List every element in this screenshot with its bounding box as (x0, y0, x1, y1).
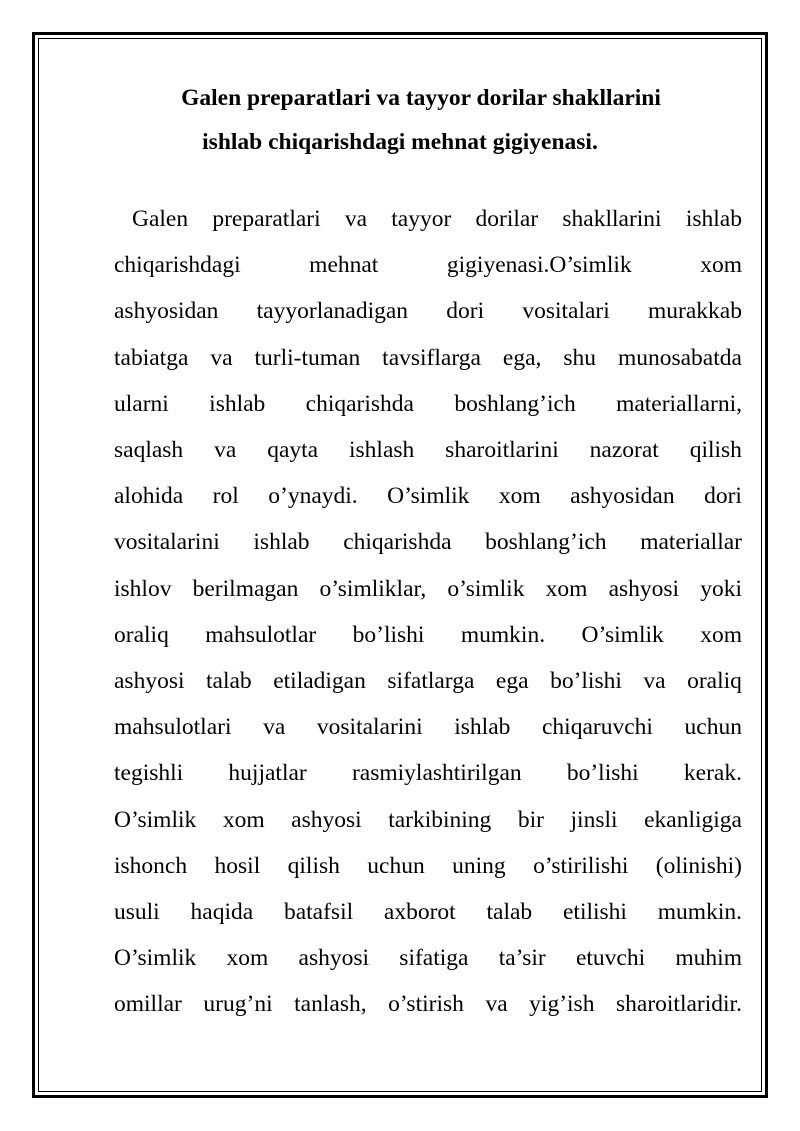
word: sifatiga (399, 945, 469, 972)
word: chiqarishda (343, 529, 452, 556)
word: Galen (132, 206, 189, 232)
word: etiladigan (273, 668, 366, 695)
word: usuli (114, 899, 160, 926)
word: yoki (700, 575, 742, 602)
word: uning (452, 852, 506, 879)
word: bo’lishi (566, 760, 639, 787)
word: ishlab (685, 206, 742, 232)
word: va (344, 206, 368, 232)
word: materiallar (640, 529, 742, 556)
word: ega (495, 668, 529, 695)
word: uchun (367, 852, 425, 879)
word: o’simlik (447, 575, 525, 602)
word: ishlab (454, 714, 511, 741)
word: mahsulotlar (205, 621, 317, 648)
word: talab (486, 899, 533, 926)
word: dori (446, 298, 485, 325)
word: etilishi (562, 899, 627, 926)
word: saqlash (114, 437, 184, 464)
paragraph-line (114, 519, 742, 565)
word: o’ynaydi. (268, 483, 358, 510)
word: mumkin. (657, 899, 742, 926)
word: murakkab (648, 298, 742, 325)
word: mehnat (309, 252, 379, 279)
word: ashyosi (608, 575, 680, 602)
word: oraliq (114, 621, 169, 648)
word: O’simlik (114, 806, 197, 833)
word: vositalari (522, 298, 610, 325)
word: xom (222, 806, 265, 833)
word: ekanligiga (644, 806, 742, 833)
word: O’simlik (581, 621, 664, 648)
word: hosil (214, 852, 261, 879)
word: xom (700, 621, 742, 648)
word: materiallarni, (616, 390, 742, 417)
word: sharoitlaridir. (616, 991, 742, 1018)
word: muhim (675, 945, 742, 972)
word: oraliq (687, 668, 742, 695)
paragraph-line (114, 704, 742, 750)
word: O’simlik (387, 483, 470, 510)
word: yig’ish (529, 991, 595, 1018)
word: ega, (502, 344, 542, 371)
word: ashyosi (114, 668, 185, 695)
word: hujjatlar (228, 760, 307, 787)
word: gigiyenasi.O’simlik (446, 252, 632, 279)
word: bir (517, 806, 544, 833)
word: axborot (383, 899, 456, 926)
word: shu (563, 344, 596, 371)
paragraph-line (114, 843, 742, 889)
document-title (58, 76, 742, 164)
paragraph-line (114, 242, 742, 288)
word: o’simliklar, (319, 575, 427, 602)
word: bo’lishi (352, 621, 425, 648)
paragraph-line (114, 981, 742, 1027)
word: ishlab (209, 390, 266, 417)
paragraph-line (114, 935, 742, 981)
word: (olinishi) (655, 852, 742, 879)
word: omillar (114, 991, 182, 1018)
word: jinsli (570, 806, 618, 833)
title-line-1: Galen preparatlari va tayyor dorilar shakllarini (181, 85, 661, 111)
word: qayta (267, 437, 319, 464)
paragraph-line (114, 612, 742, 658)
word: munosabatda (617, 344, 742, 371)
word: chiqarishda (305, 390, 414, 417)
word: vositalarini (316, 714, 423, 741)
document-body (114, 196, 742, 1028)
word: ishlov (114, 575, 172, 602)
paragraph-line (114, 889, 742, 935)
word: boshlang’ich (454, 390, 576, 417)
word: talab (206, 668, 252, 695)
word: tabiatga (114, 344, 189, 371)
paragraph-line (114, 750, 742, 796)
word: urug’ni (203, 991, 273, 1018)
paragraph-line (114, 566, 742, 612)
word: mumkin. (460, 621, 546, 648)
word: batafsil (283, 899, 354, 926)
word: dorilar (475, 206, 539, 232)
word: kerak. (683, 760, 742, 787)
word: dori (704, 483, 742, 510)
word: ishlab (253, 529, 310, 556)
paragraph-line (114, 381, 742, 427)
word: va (210, 344, 233, 371)
word: nazorat (589, 437, 659, 464)
word: ishonch (114, 852, 188, 879)
word: chiqaruvchi (541, 714, 653, 741)
word: rol (212, 483, 239, 510)
word: tanlash, (294, 991, 367, 1018)
word: uchun (684, 714, 742, 741)
word: o’stirilishi (533, 852, 629, 879)
word: ashyosidan (114, 298, 219, 325)
word: rasmiylashtirilgan (351, 760, 522, 787)
word: ularni (114, 390, 169, 417)
word: boshlang’ich (485, 529, 607, 556)
word: berilmagan (192, 575, 299, 602)
word: xom (545, 575, 588, 602)
word: va (263, 714, 286, 741)
word: tegishli (114, 760, 184, 787)
paragraph-line (114, 473, 742, 519)
word: turli-tuman (254, 344, 361, 371)
word: ta’sir (498, 945, 546, 972)
word: xom (498, 483, 541, 510)
word: va (643, 668, 666, 695)
word: va (485, 991, 508, 1018)
word: qilish (689, 437, 742, 464)
word: tayyorlanadigan (256, 298, 409, 325)
word: ashyosidan (570, 483, 675, 510)
word: haqida (190, 899, 254, 926)
word: preparatlari (212, 206, 321, 232)
word: mahsulotlari (114, 714, 232, 741)
word: va (214, 437, 237, 464)
paragraph-line (114, 658, 742, 704)
word: vositalarini (114, 529, 220, 556)
word: chiqarishdagi (114, 252, 241, 279)
paragraph-line (114, 427, 742, 473)
word: tarkibining (388, 806, 492, 833)
paragraph-line (114, 797, 742, 843)
title-line-2: ishlab chiqarishdagi mehnat gigiyenasi. (202, 129, 598, 155)
word: shakllarini (562, 206, 662, 232)
word: alohida (114, 483, 184, 510)
word: sharoitlarini (445, 437, 559, 464)
word: qilish (287, 852, 340, 879)
word: bo’lishi (550, 668, 622, 695)
word: O’simlik (114, 945, 197, 972)
word: ashyosi (298, 945, 370, 972)
word: ishlash (348, 437, 415, 464)
word: etuvchi (575, 945, 646, 972)
word: ashyosi (291, 806, 362, 833)
word: o’stirish (388, 991, 464, 1018)
paragraph-line (114, 288, 742, 334)
paragraph-line (114, 335, 742, 381)
word: xom (226, 945, 269, 972)
word: tayyor (391, 206, 452, 232)
word: sifatlarga (387, 668, 475, 695)
word: xom (700, 252, 742, 279)
paragraph-line (114, 196, 742, 242)
word: tavsiflarga (382, 344, 481, 371)
